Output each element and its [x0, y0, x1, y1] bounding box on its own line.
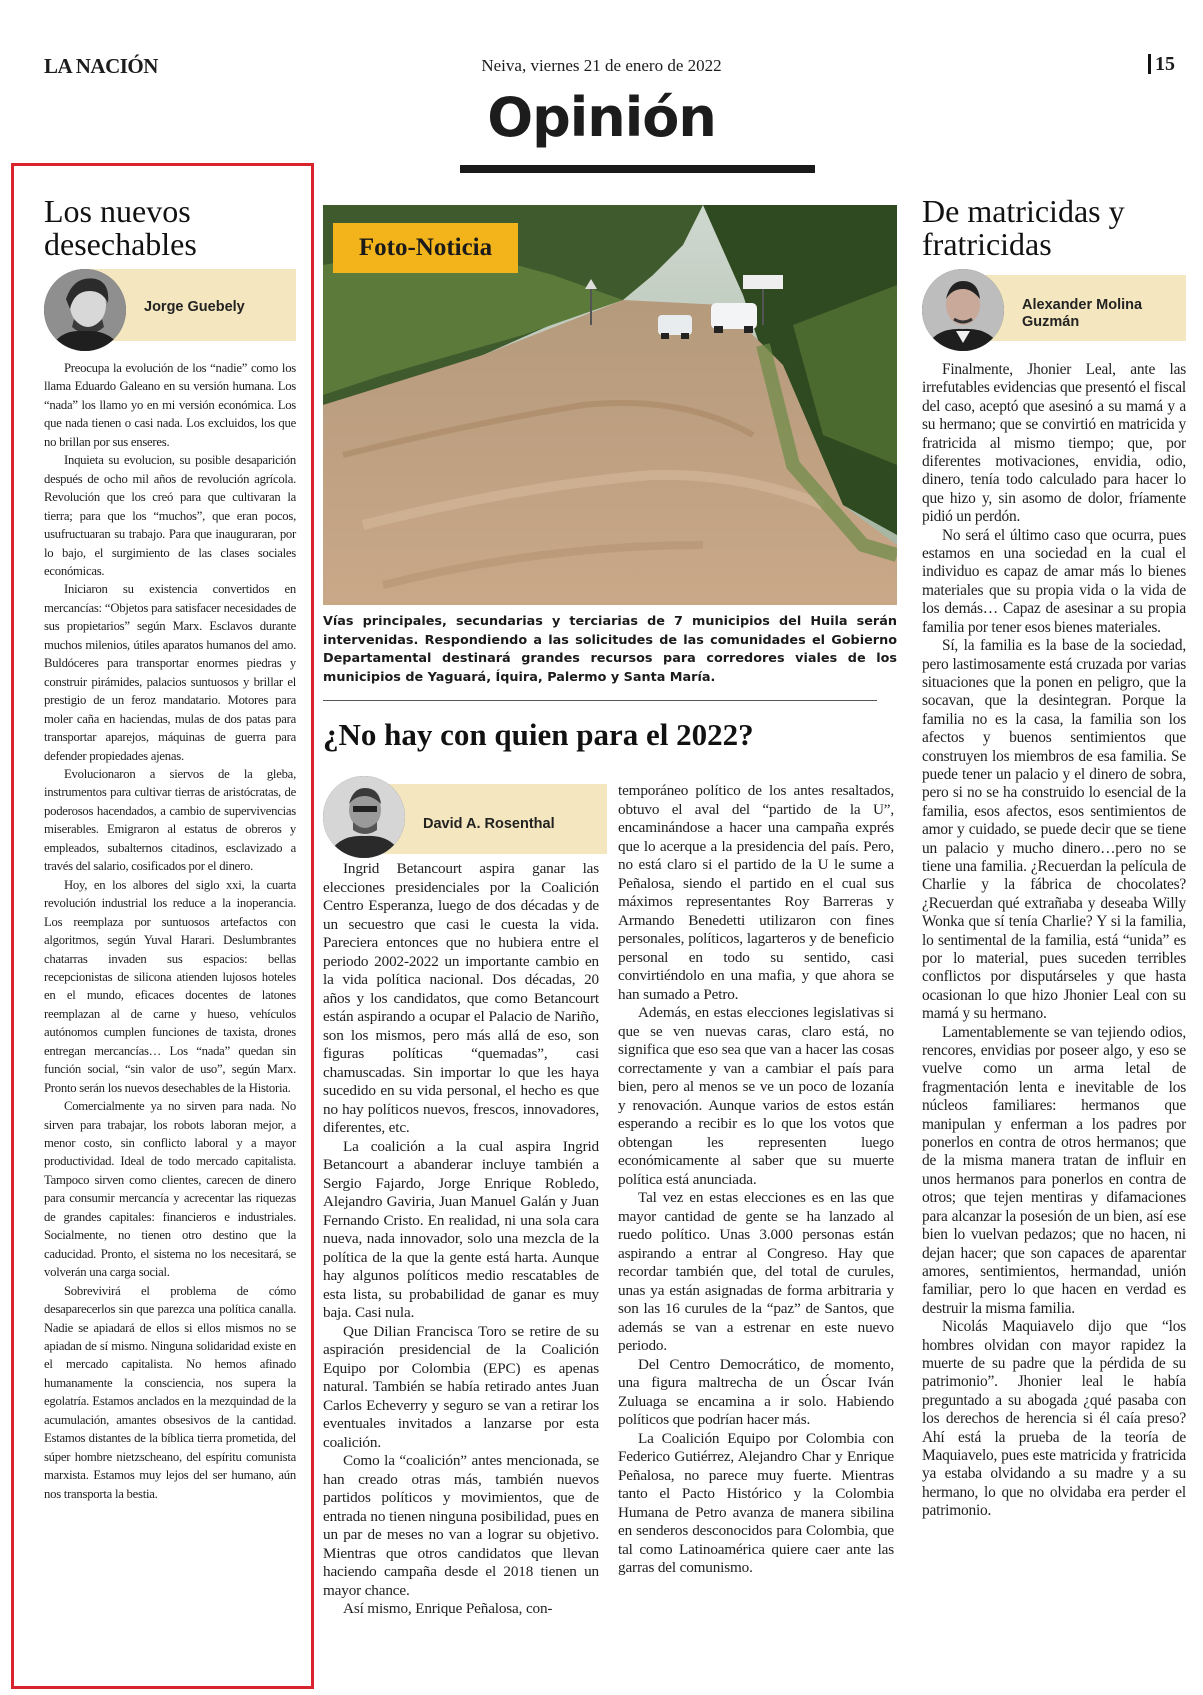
paragraph: Preocupa la evolución de los “nadie” como los llama Eduardo Galeano en su versión humana. Los “nada” los llamo yo en mi versión económica. Los que nada tienen o casi nada. Los excluidos, los que no brillan por sus enseres. [44, 361, 296, 449]
paragraph: No será el último caso que ocurra, pues estamos en una sociedad en la cual el individuo es capaz de amar más lo bienes materiales que su propia vida o la vida de los demás… Capaz de asesinar a su propia familia por tener esos bienes materiales. [922, 526, 1186, 636]
paragraph: Ingrid Betancourt aspira ganar las elecciones presidenciales por la Coalición Centro Esperanza, luego de dos décadas y de un secuestro que casi le cuesta la vida. Pareciera entonces que no hubiera entre el periodo 2002-2022 un importante cambio en la vida política nacional. Dos décadas, 20 años y los candidatos, que como Betancourt están aspirando a ocupar el Palacio de Nariño, son los mismos, pero más allá de eso, son figuras políticas “quemadas”, casi chamuscadas. Sin importar lo que les haya sucedido en su vida personal, el hecho es que no hay políticos nuevos, frescos, innovadores, diferentes, etc. [323, 860, 599, 1136]
paragraph: Sí, la familia es la base de la sociedad, pero lastimosamente está cruzada por varias situaciones que la ponen en peligro, que la socavan, que la desintegran. Porque la familia no es la casa, la familia son los afectos y buenos sentimientos que construyen los miembros de esa familia. Se puede tener un palacio y el dinero de sobra, pero si no se ha construido lo esencial de la familia, esos afectos, esos sentimientos de amor y cuidado, se puede decir que se tiene un palacio y mucho dinero…pero no se tiene una familia. ¿Recuerdan la película de Charlie y la fábrica de chocolates? ¿Recuerdan qué extrañaba y deseaba Willy Wonka que sí tenía Charlie? Y si la familia, lo sentimental de la familia, está “unida” es por lo material, pues suceden terribles conflictos por disputárseles y que hasta ocasionan lo que hizo Jhonier Leal con su mamá y su hermano. [922, 637, 1186, 1023]
photo-news-tag: Foto-Noticia [333, 223, 518, 273]
section-title: Opinión [487, 86, 716, 149]
paragraph: Iniciaron su existencia convertidos en mercancías: “Objetos para satisfacer necesidades de sus propietarios” según Marx. Esclavos durante muchos milenios, útiles aparatos humanos del amo. Buldóceres para transportar enormes piedras y construir pirámides, palacios suntuosos y brillar el prestigio de un feroz mandatario. Motores para moler caña en haciendas, mulas de dos patas para transportar aparejos, máquinas de guerra para defender propiedades ajenas. [44, 582, 296, 763]
paragraph: La Coalición Equipo por Colombia con Federico Gutiérrez, Alejandro Char y Enrique Peñalosa, no parece muy fuerte. Mientras tanto el Pacto Histórico y la Colombia Humana de Petro avanza de manera sibilina en senderos desconocidos para Colombia, que tal como Latinoamérica quiere caer ante las garras del comunismo. [618, 1429, 894, 1576]
author-photo-rosenthal [323, 776, 405, 858]
center-article-column-1 [323, 860, 599, 1619]
paragraph: Tal vez en estas elecciones es en las que mayor cantidad de gente se ha lanzado al ruedo político. Unas 3.000 personas están aspirando a entrar al Congreso. Hay que recordar también que, del total de curules, unas ya están asignadas de forma arbitraria y son las 16 curules de la “paz” de Santos, que además se van a estrenar en este nuevo periodo. [618, 1189, 894, 1354]
center-article-author: David A. Rosenthal [423, 816, 555, 832]
paragraph: Evolucionaron a siervos de la gleba, instrumentos para cultivar tierras de aristócratas, de poderosos hacendados, a cambio de supervivencias miserables. Emigraron al estatus de obreros y empleados, subalternos citadinos, esclavizado a través del salario, cosificados por el dinero. [44, 766, 296, 874]
paragraph: La coalición a la cual aspira Ingrid Betancourt a abanderar incluye también a Sergio Fajardo, Jorge Enrique Robledo, Alejandro Gaviria, Juan Manuel Galán y Juan Fernando Cristo. En realidad, ni una sola cara nueva, nada innovador, solo una mezcla de la política de la que la gente está harta. Aunque hay algunos políticos medio rescatables de esta lista, su probabilidad de ganar es muy baja. Casi nula. [323, 1137, 599, 1321]
center-article-title: ¿No hay con quien para el 2022? [323, 717, 754, 752]
right-article-author: Alexander Molina Guzmán [1022, 297, 1143, 330]
paragraph: Nicolás Maquiavelo dijo que “los hombres olvidan con mayor rapidez la muerte de su padre que la pérdida de su patrimonio”. Jhonier leal le había preguntado a su abogada ¿qué pasaba con los derechos de herencia si él caía preso? Ahí está la prueba de la teoría de Maquiavelo, pues este matricida y fratricida ya estaba olvidando a su madre y a su hermano, lo que no olvidaba era perder el patrimonio. [922, 1318, 1186, 1520]
center-article-column-2 [618, 782, 894, 1578]
page-number: 15 [1148, 54, 1175, 74]
paragraph: Además, en estas elecciones legislativas si que se ven nuevas caras, claro está, no significa que eso sea que van a hacer las cosas correctamente y van a cambiar el país para bien, pero al menos se ve un poco de lozanía y renovación. Aunque varios de estos están esperando a recibir es lo que los votos que obtengan les representen luego económicamente al saber que su muerte política está anunciada. [618, 1004, 894, 1188]
divider [323, 700, 877, 701]
author-photo-molina [922, 269, 1004, 351]
issue-date: Neiva, viernes 21 de enero de 2022 [481, 56, 722, 75]
right-article-byline [922, 269, 1186, 345]
news-photo [323, 205, 897, 605]
paragraph: Hoy, en los albores del siglo xxi, la cuarta revolución industrial los reduce a la inoperancia. Los reemplaza por suntuosos artefactos con algoritmos, según Yuval Harari. Deslumbrantes chatarras invaden sus espacios: bellas recepcionistas de silicona atienden lujosos hoteles en el mundo, eficaces docentes de latones reemplazan al de carne y hueso, vehículos autónomos cumplen funciones de taxista, drones entregan mercancías… Los “nada” quedan sin función social, “sin valor de uso”, según Marx. Pronto serán los nuevos desechables de la Historia. [44, 877, 296, 1095]
left-article-title: Los nuevos desechables [44, 193, 197, 262]
paragraph: Que Dilian Francisca Toro se retire de su aspiración presidencial de la Coalición Equipo por Colombia (EPC) es apenas natural. También se había retirado antes Juan Carlos Echeverry y seguro se van a retirar los eventuales invitados a lanzarse por esta coalición. [323, 1322, 599, 1451]
newspaper-logo: LA NACIÓN [44, 54, 158, 78]
paragraph: temporáneo político de los antes resaltados, obtuvo el aval del “partido de la U”, encaminándose a hacer una campaña exprés que lo acerque a la presidencia del país. Pero, no está claro si el partido de la U le sume a Peñalosa, siendo el partido en el cual sus máximos representantes Roy Barreras y Armando Benedetti utilizaron con fines personales, políticos, lagarteros y de beneficio personal en todo su sentido, casi convirtiéndolo en una mafia, y que ahora se han sumado a Petro. [618, 782, 894, 1003]
paragraph: Lamentablemente se van tejiendo odios, rencores, envidias por poseer algo, y eso se vuelve como un arma letal de fragmentación lenta e inevitable de los núcleos familiares: hermanos que manipulan y enferman a los padres por ponerlos en contra de otros hermanos; que de la misma manera tratan de influir en unos hermanos para ponerlos en contra de otros; que tejen mentiras y difamaciones para alcanzar la posesión de un bien, así ese bien lo vuelvan pedazos; que no hacen, ni dejan hacer; que son capaces de aparentar amores, sentimientos, hermandad, unión familiar, pero lo que hacen en verdad es destruir la misma familia. [922, 1023, 1186, 1317]
section-rule [460, 165, 815, 173]
paragraph: Finalmente, Jhonier Leal, ante las irrefutables evidencias que presentó el fiscal del caso, aceptó que asesinó a su mamá y a su hermano; que se convirtió en matricida y fratricida al mismo tiempo; que, por diferentes motivaciones, envidia, odio, dinero, tenía todo calculado para hacer lo que hizo y, sin asomo de dolor, fríamente pidió un perdón. [922, 361, 1186, 526]
paragraph: Del Centro Democrático, de momento, una figura maltrecha de un Óscar Iván Zuluaga se encamina a ir solo. Habiendo políticos que podrían hacer más. [618, 1355, 894, 1428]
paragraph: Inquieta su evolucion, su posible desaparición después de ocho mil años de revolución agrícola. Revolución que los creó para que cultivaran la tierra; para que los “muchos”, que eran pocos, usufructuaran su trabajo. Para que inauguraran, por lo bajo, el surgimiento de las clases sociales económicas. [44, 453, 296, 578]
paragraph: Así mismo, Enrique Peñalosa, con- [343, 1600, 553, 1617]
highlight-box [11, 163, 314, 1689]
paragraph: Sobrevivirá el problema de cómo desaparecerlos sin que parezca una política canalla. Nadie se apiadará de ellos si ellos mismos no se apiadan de sí mismo. Ninguna solidaridad existe en el mercado capitalista. No hemos afinado humanamente la consciencia, nos supera la egolatría. Estamos anclados en la mezquindad de la acumulación, amantes obsesivos de la cantidad. Estamos distantes de la bíblica tierra prometida, del súper hombre nietzscheano, del espíritu comunista marxista. Estamos muy lejos del ser humano, aún nos transporta la bestia. [44, 1283, 296, 1501]
paragraph: Como la “coalición” antes mencionada, se han creado otras más, también nuevos partidos políticos y movimientos, que de entrada no tienen ninguna posibilidad, pues en un par de meses no van a lograr su objetivo. Mientras que otros candidatos que llevan haciendo campaña desde el 2018 tienen un mayor chance. [323, 1452, 599, 1599]
left-article-author: Jorge Guebely [144, 299, 245, 315]
photo-caption: Vías principales, secundarias y terciarias de 7 municipios del Huila serán intervenidas. Respondiendo a las solicitudes de las comunidades el Gobierno Departamental destinará grandes recursos para corredores viales de los municipios de Yaguará, Íquira, Palermo y Santa María. [323, 614, 897, 685]
center-article-byline [323, 776, 607, 860]
right-article-title: De matricidas y fratricidas [922, 193, 1125, 262]
paragraph: Comercialmente ya no sirven para nada. No sirven para trabajar, los robots laboran mejor, a menor costo, sin conflicto laboral y a mayor productividad. Ideal de todo mercado capitalista. Tampoco sirven como clientes, carecen de dinero para consumir mercancía y acrecentar las riquezas de grandes capitales: financieros e industriales. Socialmente, no tienen otro destino que la caducidad. Pronto, el sistema no los necesitará, se volverán una carga social. [44, 1099, 296, 1280]
right-article-body [922, 361, 1186, 1521]
right-article [922, 195, 1186, 1521]
